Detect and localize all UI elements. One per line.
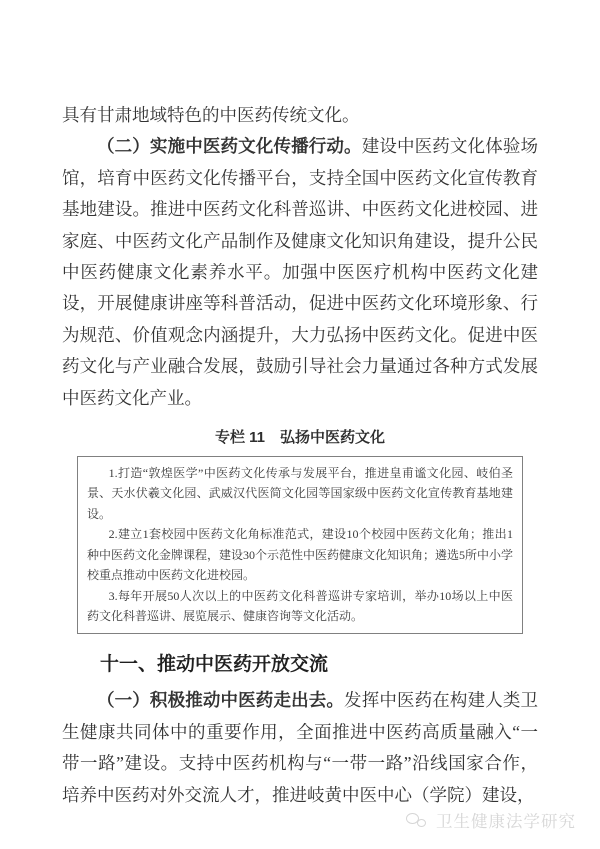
column-box-item: 2.建立1套校园中医药文化角标准范式，建设10个校园中医药文化角；推出1种中医药文化金牌课程，建设30个示范性中医药健康文化知识角；遴选5所中小学校重点推动中医药文化进校园。	[87, 527, 514, 583]
watermark-label: 卫生健康法学研究	[436, 813, 576, 831]
document-content	[62, 100, 538, 811]
paragraph-opening-body: 发挥中医药在构建人类卫生健康共同体中的重要作用，全面推进中医药高质量融入“一带一路”建设。支持中医药机构与“一带一路”沿线国家合作，培养中医药对外交流人才，推进岐黄中医中心（学院）建设，	[62, 690, 539, 805]
paragraph-opening	[62, 685, 538, 811]
column-box-item: 1.打造“敦煌医学”中医药文化传承与发展平台，推进皇甫谧文化园、岐伯圣景、天水伏羲文化园、武威汉代医简文化园等国家级中医药文化宣传教育基地建设。	[87, 466, 513, 521]
column-box-item: 3.每年开展50人次以上的中医药文化科普巡讲专家培训，举办10场以上中医药文化科普巡讲、展览展示、健康咨询等文化活动。	[87, 588, 513, 623]
paragraph-culture	[62, 131, 538, 414]
paragraph-culture-body: 建设中医药文化体验场馆，培育中医药文化传播平台，支持全国中医药文化宣传教育基地建设。推进中医药文化科普巡讲、中医药文化进校园、进家庭、中医药文化产品制作及健康文化知识角建设，提升公民中医药健康文化素养水平。加强中医医疗机构中医药文化建设，开展健康讲座等科普活动，促进中医药文化环境形象、行为规范、价值观念内涵提升，大力弘扬中医药文化。促进中医药文化与产业融合发展，鼓励引导社会力量通过各种方式发展中医药文化产业。	[62, 136, 538, 408]
wechat-chat-bubbles-icon	[406, 811, 430, 830]
watermark	[406, 808, 576, 832]
paragraph-opening-lead: （一）积极推动中医药走出去。	[97, 690, 345, 711]
column-box-title: 专栏 11 弘扬中医药文化	[214, 429, 386, 447]
column-box	[77, 456, 523, 634]
paragraph-culture-lead: （二）实施中医药文化传播行动。	[97, 136, 362, 157]
section-heading: 十一、推动中医药开放交流	[100, 654, 329, 676]
paragraph-intro-line: 具有甘肃地域特色的中医药传统文化。	[62, 105, 360, 125]
